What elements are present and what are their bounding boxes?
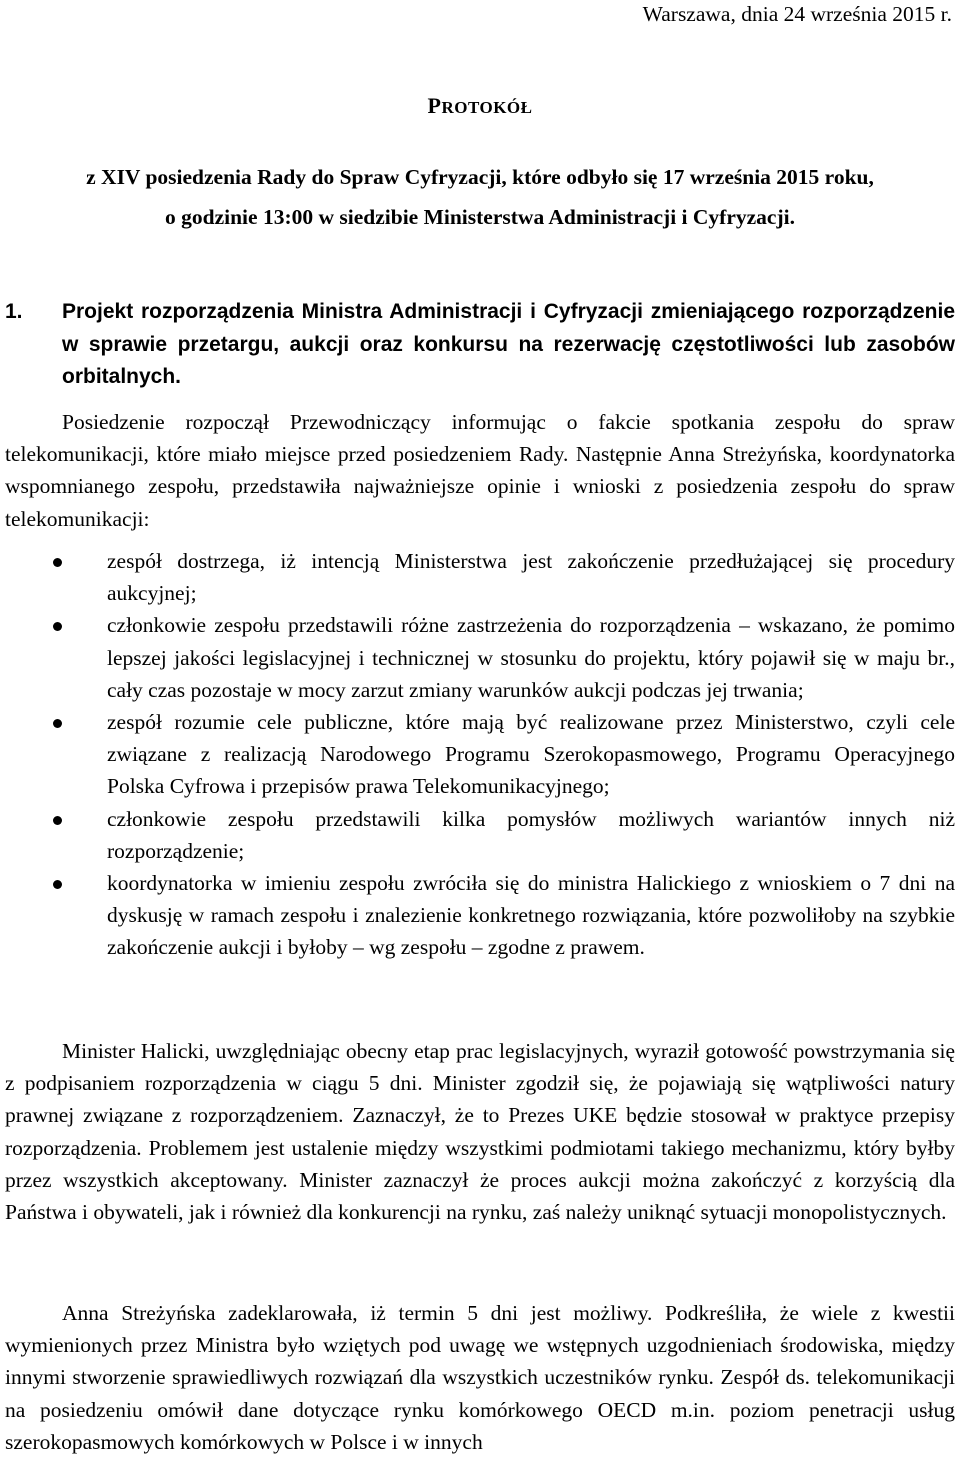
list-item — [5, 803, 955, 867]
list-item — [5, 867, 955, 964]
document-date: Warszawa, dnia 24 września 2015 r. — [642, 2, 952, 26]
document-subtitle — [0, 157, 960, 237]
section-heading-text: Projekt rozporządzenia Ministra Administracji i Cyfryzacji zmieniającego rozporządzenie w sprawie przetargu, aukcji oraz konkursu na rezerwację częstotliwości lub zasobów orbitalnych. — [62, 300, 955, 388]
list-item-text: członkowie zespołu przedstawili kilka pomysłów możliwych wariantów innych niż rozporządzenie; — [107, 806, 955, 863]
subtitle-line-2: o godzinie 13:00 w siedzibie Ministerstwa Administracji i Cyfryzacji. — [165, 205, 795, 229]
bullet-icon — [53, 622, 62, 631]
section-number: 1. — [5, 300, 23, 323]
paragraph-intro: Posiedzenie rozpoczął Przewodniczący informując o fakcie spotkania zespołu do spraw telekomunikacji, które miało miejsce przed posiedzeniem Rady. Następnie Anna Streżyńska, koordynatorka wspomnianego zespołu, przedstawiła najważniejsze opinie i wnioski z posiedzenia zespołu do spraw telekomunikacji: — [5, 410, 955, 531]
paragraph-minister: Minister Halicki, uwzględniając obecny etap prac legislacyjnych, wyraził gotowość powstrzymania się z podpisaniem rozporządzenia w ciągu 5 dni. Minister zgodził się, że pojawiają się wątpliwości natury prawnej związane z rozporządzeniem. Zaznaczył, że to Prezes UKE będzie stosował w praktyce przepisy rozporządzenia. Problemem jest ustalenie między wszystkimi podmiotami takiego mechanizmu, który byłby przez wszystkich akceptowany. Minister zaznaczył że proces aukcji można zakończyć z korzyścią dla Państwa i obywateli, jak i również dla konkurencji na rynku, zaś należy uniknąć sytuacji monopolistycznych. — [5, 1039, 955, 1225]
list-item-text: zespół dostrzega, iż intencją Ministerstwa jest zakończenie przedłużającej się procedury aukcyjnej; — [107, 549, 955, 606]
list-item-text: członkowie zespołu przedstawili różne zastrzeżenia do rozporządzenia – wskazano, że pomimo lepszej jakości legislacyjnej i technicznej w stosunku do projektu, który pojawił się w maju br., cały czas pozostaje w mocy zarzut zmiany warunków aukcji podczas jej trwania; — [107, 613, 955, 702]
document-title — [0, 93, 960, 119]
section-heading — [5, 296, 955, 394]
list-item — [5, 545, 955, 609]
list-item-text: koordynatorka w imieniu zespołu zwróciła się do ministra Halickiego z wnioskiem o 7 dni na dyskusję w ramach zespołu i znalezienie konkretnego rozwiązania, które pozwoliłoby na szybkie zakończenie aukcji i byłoby – wg zespołu – zgodne z prawem. — [107, 871, 955, 960]
list-item — [5, 609, 955, 706]
bullet-icon — [53, 558, 62, 567]
bullet-icon — [53, 719, 62, 728]
bullet-icon — [53, 816, 62, 825]
title-first-letter: P — [427, 93, 442, 118]
bullet-list — [5, 545, 955, 964]
paragraph-strezynska: Anna Streżyńska zadeklarowała, iż termin 5 dni jest możliwy. Podkreśliła, że wiele z kwestii wymienionych przez Ministra było wziętych pod uwagę we wstępnych uzgodnieniach środowiska, między innymi stworzenie sprawiedliwych rozwiązań dla wszystkich uczestników rynku. Zespół ds. telekomunikacji na posiedzeniu omówił dane dotyczące rynku komórkowego OECD m.in. poziom penetracji usług szerokopasmowych komórkowych w Polsce i w innych — [5, 1301, 955, 1454]
title-rest: ROTOKÓŁ — [441, 98, 533, 117]
bullet-icon — [53, 880, 62, 889]
subtitle-line-1: z XIV posiedzenia Rady do Spraw Cyfryzacji, które odbyło się 17 września 2015 roku, — [86, 165, 874, 189]
list-item-text: zespół rozumie cele publiczne, które mają być realizowane przez Ministerstwo, czyli cele związane z realizacją Narodowego Programu Szerokopasmowego, Programu Operacyjnego Polska Cyfrowa i przepisów prawa Telekomunikacyjnego; — [107, 710, 955, 799]
list-item — [5, 706, 955, 803]
